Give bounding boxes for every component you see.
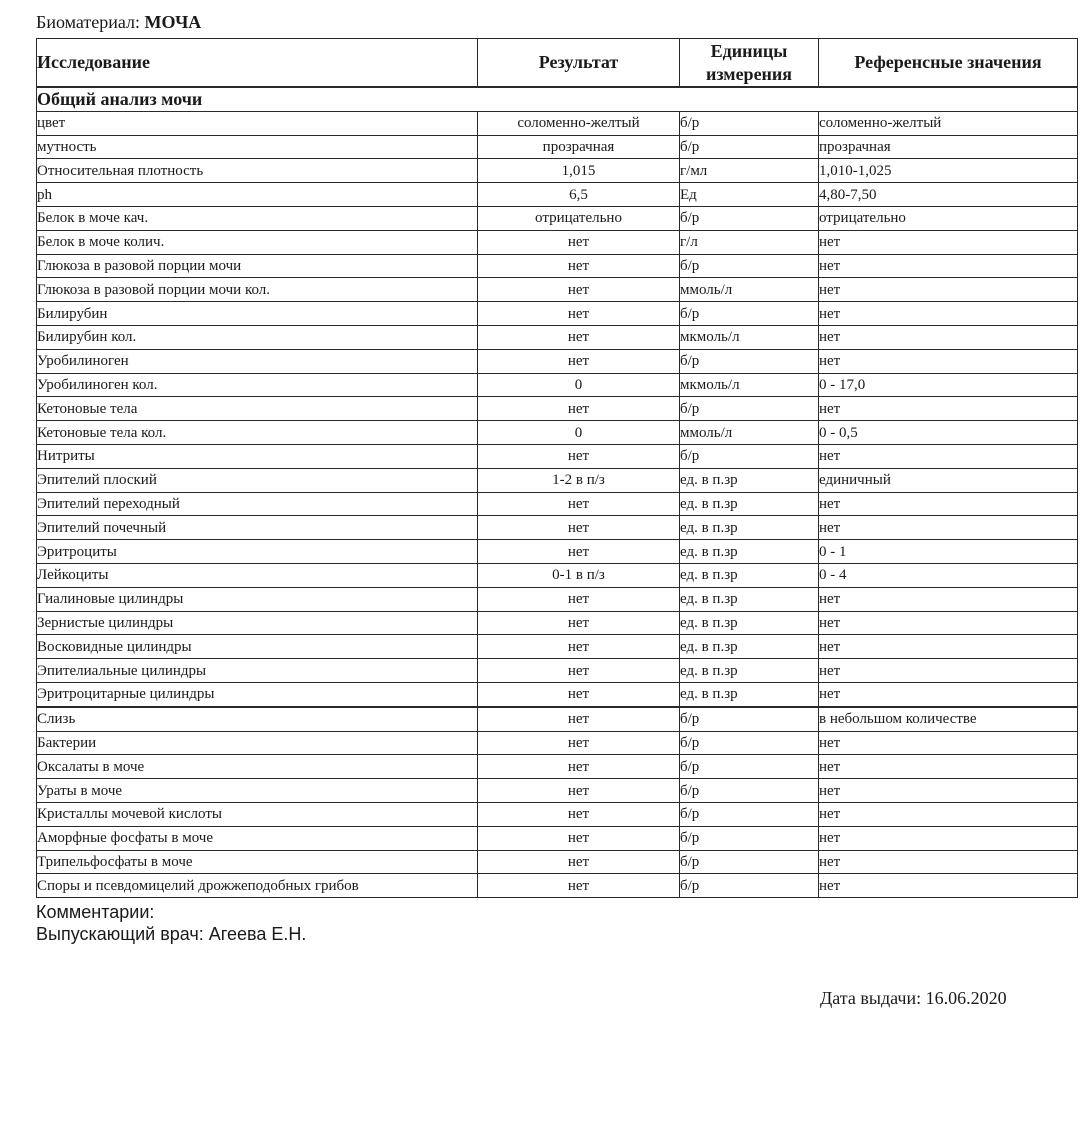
cell-reference: нет	[819, 755, 1078, 779]
cell-study: Белок в моче колич.	[37, 230, 478, 254]
cell-units: ед. в п.зр	[680, 516, 819, 540]
cell-units: б/р	[680, 802, 819, 826]
cell-reference: нет	[819, 731, 1078, 755]
table-row	[37, 587, 1078, 611]
cell-reference: нет	[819, 325, 1078, 349]
cell-units: ед. в п.зр	[680, 492, 819, 516]
doctor-line	[36, 923, 306, 945]
cell-reference: 0 - 4	[819, 563, 1078, 587]
table-row	[37, 516, 1078, 540]
cell-units: ед. в п.зр	[680, 659, 819, 683]
cell-result: нет	[478, 850, 680, 874]
cell-units: б/р	[680, 135, 819, 159]
cell-reference: нет	[819, 492, 1078, 516]
table-row	[37, 206, 1078, 230]
table-row	[37, 325, 1078, 349]
cell-units: б/р	[680, 206, 819, 230]
table-row	[37, 731, 1078, 755]
cell-reference: отрицательно	[819, 206, 1078, 230]
cell-result: нет	[478, 707, 680, 731]
cell-result: нет	[478, 659, 680, 683]
table-row	[37, 707, 1078, 731]
cell-units: б/р	[680, 826, 819, 850]
cell-reference: нет	[819, 826, 1078, 850]
table-row	[37, 397, 1078, 421]
issue-date-label: Дата выдачи:	[820, 988, 922, 1008]
cell-study: Кетоновые тела	[37, 397, 478, 421]
cell-units: г/мл	[680, 159, 819, 183]
header-units	[680, 39, 819, 88]
cell-study: Эпителиальные цилиндры	[37, 659, 478, 683]
table-row	[37, 230, 1078, 254]
table-row	[37, 349, 1078, 373]
cell-reference: нет	[819, 874, 1078, 898]
cell-units: мкмоль/л	[680, 373, 819, 397]
header-study: Исследование	[37, 39, 478, 88]
table-row	[37, 492, 1078, 516]
cell-reference: нет	[819, 516, 1078, 540]
cell-result: нет	[478, 611, 680, 635]
table-row	[37, 468, 1078, 492]
cell-result: нет	[478, 779, 680, 803]
table-row	[37, 611, 1078, 635]
biomaterial-value: МОЧА	[144, 12, 202, 32]
cell-units: б/р	[680, 397, 819, 421]
table-row	[37, 659, 1078, 683]
cell-study: Зернистые цилиндры	[37, 611, 478, 635]
cell-study: Уробилиноген кол.	[37, 373, 478, 397]
cell-result: 0	[478, 421, 680, 445]
issue-date-line	[820, 988, 1007, 1009]
cell-units: Ед	[680, 183, 819, 207]
cell-result: нет	[478, 254, 680, 278]
cell-result: нет	[478, 397, 680, 421]
cell-study: Глюкоза в разовой порции мочи	[37, 254, 478, 278]
cell-reference: нет	[819, 230, 1078, 254]
table-row	[37, 278, 1078, 302]
cell-study: Эпителий почечный	[37, 516, 478, 540]
cell-reference: нет	[819, 278, 1078, 302]
cell-study: мутность	[37, 135, 478, 159]
cell-reference: 0 - 0,5	[819, 421, 1078, 445]
cell-reference: единичный	[819, 468, 1078, 492]
cell-units: б/р	[680, 349, 819, 373]
cell-result: нет	[478, 874, 680, 898]
table-row	[37, 183, 1078, 207]
cell-study: Ураты в моче	[37, 779, 478, 803]
cell-study: цвет	[37, 111, 478, 135]
issue-date-value: 16.06.2020	[925, 988, 1007, 1008]
cell-result: 0-1 в п/з	[478, 563, 680, 587]
cell-reference: нет	[819, 397, 1078, 421]
cell-result: нет	[478, 826, 680, 850]
cell-units: г/л	[680, 230, 819, 254]
cell-study: Нитриты	[37, 444, 478, 468]
cell-reference: соломенно-желтый	[819, 111, 1078, 135]
cell-units: ммоль/л	[680, 278, 819, 302]
cell-result: нет	[478, 302, 680, 326]
biomaterial-line	[36, 12, 201, 33]
table-row	[37, 135, 1078, 159]
table-row	[37, 159, 1078, 183]
cell-result: 6,5	[478, 183, 680, 207]
cell-reference: нет	[819, 659, 1078, 683]
cell-units: ед. в п.зр	[680, 611, 819, 635]
cell-units: б/р	[680, 707, 819, 731]
cell-units: б/р	[680, 850, 819, 874]
cell-result: 1,015	[478, 159, 680, 183]
table-row	[37, 850, 1078, 874]
table-row	[37, 421, 1078, 445]
cell-units: ед. в п.зр	[680, 587, 819, 611]
cell-result: прозрачная	[478, 135, 680, 159]
cell-study: Эпителий плоский	[37, 468, 478, 492]
cell-result: нет	[478, 278, 680, 302]
cell-reference: 4,80-7,50	[819, 183, 1078, 207]
cell-study: Кетоновые тела кол.	[37, 421, 478, 445]
doctor-name: Агеева Е.Н.	[208, 924, 307, 944]
cell-units: б/р	[680, 731, 819, 755]
cell-study: Восковидные цилиндры	[37, 635, 478, 659]
cell-result: нет	[478, 492, 680, 516]
cell-reference: нет	[819, 682, 1078, 706]
cell-units: б/р	[680, 874, 819, 898]
cell-study: Эритроциты	[37, 540, 478, 564]
table-row	[37, 826, 1078, 850]
cell-result: соломенно-желтый	[478, 111, 680, 135]
cell-reference: нет	[819, 587, 1078, 611]
cell-reference: нет	[819, 611, 1078, 635]
cell-units: б/р	[680, 444, 819, 468]
cell-units: ед. в п.зр	[680, 563, 819, 587]
cell-study: Белок в моче кач.	[37, 206, 478, 230]
cell-study: Билирубин	[37, 302, 478, 326]
cell-reference: 0 - 1	[819, 540, 1078, 564]
table-row	[37, 254, 1078, 278]
cell-study: Гиалиновые цилиндры	[37, 587, 478, 611]
cell-units: ед. в п.зр	[680, 540, 819, 564]
cell-units: мкмоль/л	[680, 325, 819, 349]
cell-reference: 1,010-1,025	[819, 159, 1078, 183]
table-row	[37, 540, 1078, 564]
cell-result: 0	[478, 373, 680, 397]
cell-reference: нет	[819, 850, 1078, 874]
cell-result: нет	[478, 635, 680, 659]
cell-result: нет	[478, 755, 680, 779]
cell-units: ед. в п.зр	[680, 635, 819, 659]
cell-units: б/р	[680, 111, 819, 135]
header-units-line2: измерения	[705, 63, 793, 84]
cell-study: Бактерии	[37, 731, 478, 755]
table-row	[37, 802, 1078, 826]
cell-result: нет	[478, 516, 680, 540]
cell-result: нет	[478, 682, 680, 706]
cell-study: Оксалаты в моче	[37, 755, 478, 779]
cell-units: б/р	[680, 254, 819, 278]
cell-units: б/р	[680, 302, 819, 326]
section-title: Общий анализ мочи	[37, 87, 1078, 111]
cell-study: Трипельфосфаты в моче	[37, 850, 478, 874]
table-row	[37, 755, 1078, 779]
comments-label: Комментарии:	[36, 902, 155, 922]
header-result: Результат	[478, 39, 680, 88]
section-row	[37, 87, 1078, 111]
table-row	[37, 111, 1078, 135]
cell-reference: нет	[819, 802, 1078, 826]
table-row	[37, 874, 1078, 898]
cell-result: нет	[478, 325, 680, 349]
cell-study: Споры и псевдомицелий дрожжеподобных грибов	[37, 874, 478, 898]
cell-reference: нет	[819, 254, 1078, 278]
cell-study: Глюкоза в разовой порции мочи кол.	[37, 278, 478, 302]
cell-units: ед. в п.зр	[680, 468, 819, 492]
table-row	[37, 563, 1078, 587]
table-row	[37, 373, 1078, 397]
cell-units: б/р	[680, 755, 819, 779]
cell-study: ph	[37, 183, 478, 207]
cell-result: нет	[478, 731, 680, 755]
cell-result: нет	[478, 540, 680, 564]
cell-study: Слизь	[37, 707, 478, 731]
table-header-row	[37, 39, 1078, 88]
cell-study: Уробилиноген	[37, 349, 478, 373]
cell-result: нет	[478, 587, 680, 611]
header-units-line1: Единицы	[710, 40, 788, 61]
cell-result: 1-2 в п/з	[478, 468, 680, 492]
cell-result: нет	[478, 444, 680, 468]
cell-study: Билирубин кол.	[37, 325, 478, 349]
cell-reference: нет	[819, 302, 1078, 326]
table-row	[37, 302, 1078, 326]
cell-reference: нет	[819, 635, 1078, 659]
cell-reference: в небольшом количестве	[819, 707, 1078, 731]
doctor-label: Выпускающий врач:	[36, 924, 204, 944]
cell-result: нет	[478, 349, 680, 373]
cell-reference: 0 - 17,0	[819, 373, 1078, 397]
cell-result: нет	[478, 230, 680, 254]
cell-reference: нет	[819, 349, 1078, 373]
cell-result: отрицательно	[478, 206, 680, 230]
cell-study: Эпителий переходный	[37, 492, 478, 516]
cell-study: Кристаллы мочевой кислоты	[37, 802, 478, 826]
cell-study: Лейкоциты	[37, 563, 478, 587]
table-row	[37, 635, 1078, 659]
header-reference: Референсные значения	[819, 39, 1078, 88]
cell-reference: нет	[819, 444, 1078, 468]
table-row	[37, 779, 1078, 803]
cell-units: ед. в п.зр	[680, 682, 819, 706]
cell-study: Эритроцитарные цилиндры	[37, 682, 478, 706]
results-table	[36, 38, 1078, 898]
cell-study: Относительная плотность	[37, 159, 478, 183]
table-row	[37, 444, 1078, 468]
cell-units: ммоль/л	[680, 421, 819, 445]
cell-reference: нет	[819, 779, 1078, 803]
cell-reference: прозрачная	[819, 135, 1078, 159]
cell-result: нет	[478, 802, 680, 826]
table-row	[37, 682, 1078, 706]
biomaterial-label: Биоматериал:	[36, 12, 141, 32]
cell-study: Аморфные фосфаты в моче	[37, 826, 478, 850]
cell-units: б/р	[680, 779, 819, 803]
